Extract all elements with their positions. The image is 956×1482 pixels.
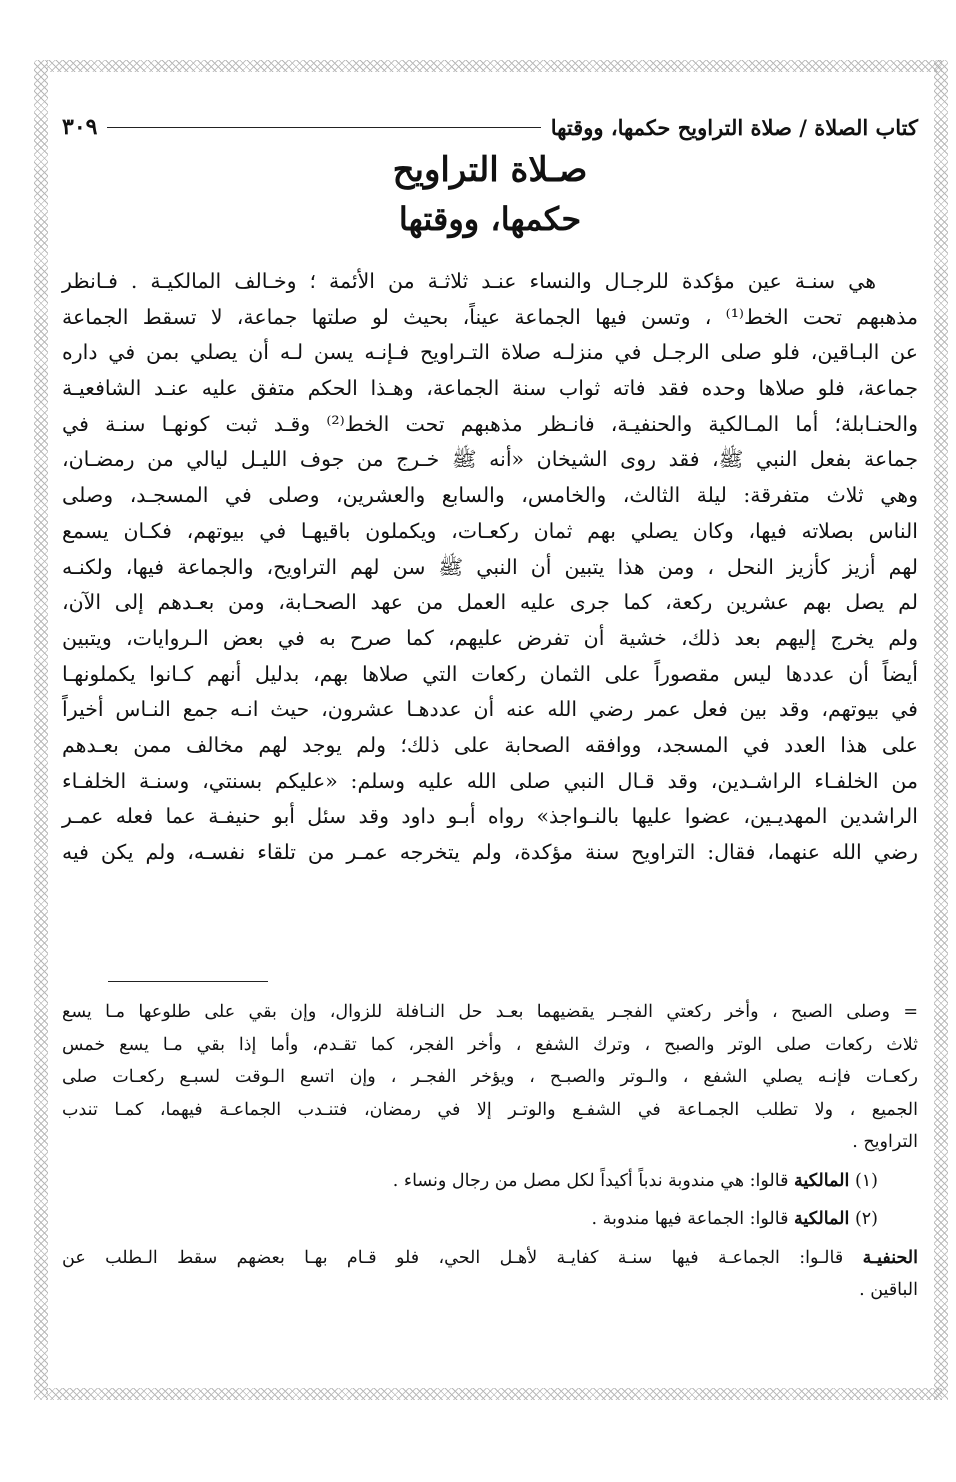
footnote-separator (108, 981, 268, 982)
footnote-2 (62, 1203, 918, 1236)
running-title: كتاب الصلاة / صلاة التراويح حكمها، ووقتها (550, 114, 918, 140)
footnote-2-hanafi (62, 1242, 918, 1275)
header-rule (107, 127, 540, 128)
footnote-line: ثلاث ركعات صلى الوتر والصبح ، وترك الشفع ، وأخر الفجر، كما تقـدم، وأما إذا بقي مـا يسع خمس (62, 1034, 919, 1055)
footnote-2-text: قالوا: الجماعة فيها مندوبة . (591, 1209, 789, 1229)
hanafi-label: الحنفيـة (862, 1247, 918, 1268)
text-line: هي سنـة عين مؤكدة للرجـال والنساء عنـد ثلاثـة من الأئمة ؛ وخـالف المالكيـة . فـانظر (62, 269, 876, 293)
main-text (62, 264, 918, 871)
text-line: لهم أزيز كأزيز النحل ، ومن هذا يتبين أن النبي ﷺ سن لهم التراويح، والجماعة فيها، ولكنـه (62, 554, 918, 579)
text-line: جماعة بفعل النبي ﷺ، فقد روى الشيخان «أنه ﷺ خـرج من جوف الليـل ليالي من رمضـان، (62, 447, 918, 472)
ornamental-border-bottom (46, 1388, 942, 1400)
footnote-line: = وصلى الصبح ، وأخر ركعتي الفجـر يقضيهما بعـد حل النـافلة للزوال، وإن بقي على طلوعها مـا يسع (62, 1002, 918, 1022)
text-line: لم يصل بهم عشرين ركعة، كما جرى عليه العمل من عهد الصحـابة، ومن بعـدهم إلى الآن، (62, 590, 918, 615)
ornamental-border-left (34, 60, 48, 1400)
ornamental-border-top (46, 60, 942, 72)
footnote-line: ركعـات فإنـه يصلي الشفع ، والـوتر والصبـح ، ويؤخر الفجـر ، وإن اتسع الـوقت لسبـع ركعـات صلى (62, 1067, 918, 1087)
footnote-1 (62, 1165, 918, 1198)
text-line: أيضاً أن عددها ليس مقصوراً على الثمان ركعات التي صلاها بهم، بدليل أنهم كـانوا يكملونهـا (62, 661, 918, 686)
footnotes (62, 996, 918, 1307)
footnote-line: الجميع ، ولا تطلب الجمـاعة في الشفـع والوتـر إلا في رمضان، فتنـدب الجماعـة فيهما، كمـا تندب (62, 1099, 918, 1120)
ornamental-border-right (934, 60, 948, 1400)
text-line: الراشدين المهديـين، عضوا عليها بالنـواجذ» رواه أبـو داود وقد سئل أبو حنيفـة عما فعله عمـر (62, 804, 918, 829)
running-header (62, 110, 918, 144)
footnote-1-label: المالكية (794, 1170, 850, 1191)
chapter-title: صـلاة التراويح (392, 150, 588, 190)
chapter-subtitle: حكمها، ووقتها (398, 200, 582, 238)
footnote-1-marker: (١) (854, 1170, 878, 1191)
text-line: ولم يخرج إليهم بعد ذلك، خشية أن تفرض عليهم، كما صرح به في بعض الـروايات، ويتبين (62, 625, 918, 650)
footnote-line: التراويح . (852, 1132, 918, 1152)
text-line: وهي ثلاث متفرقة: ليلة الثالث، والخامس، والسابع والعشرين، وصلى في المسجـد، وصلى (62, 483, 918, 508)
footnote-2-label: المالكية (794, 1209, 850, 1229)
text-line: رضي الله عنهما، فقال: التراويح سنة مؤكدة، ولم يتخرجه عمـر من تلقاء نفسـه، ولم يكن فيه (62, 840, 918, 864)
text-line: من الخلفـاء الراشـدين، وقد قـال النبي صلى الله عليه وسلم: «عليكم بسنتي، وسنـة الخلفـاء (62, 768, 918, 793)
page-number: ٣٠٩ (62, 114, 98, 140)
text-line: والحنـابلة؛ أما المـالكية والحنفيـة، فانـظر مذهبهم تحت الخط⁽²⁾ وقـد ثبت كونهـا سنـة في (62, 411, 918, 436)
text-line: جماعة، فلو صلاها وحده فقد فاته ثواب سنة الجماعة، وهـذا الحكم متفق عليه عنـد الشافعيـة (62, 376, 918, 401)
text-line: عن البـاقين، فلو صلى الرجـل في منزلـه صلاة التـراويح فـإنـه يسن لـه أن يصلي بمن في داره (62, 340, 918, 365)
text-line: الناس بصلاته فيها، وكان يصلي بهم ثمان ركعـات، ويكملون باقيهـا في بيوتهم، فكـان يسمع (62, 518, 918, 543)
text-line: في بيوتهم، وقد بين فعل عمر رضي الله عنه أن عددهـا عشرون، حيث انـه جمع النـاس أخيراً (62, 697, 918, 722)
text-line: على هذا العدد في المسجد، ووافقه الصحابة على ذلك؛ ولم يوجد لهم مخالف ممن بعـدهم (62, 732, 918, 757)
hanafi-text: قالـوا: الجماعـة فيها سنـة كفايـة لأهـل الحي، فلو قـام بهـا بعضهم سقط الـطلب عن (62, 1247, 844, 1268)
text-line: مذهبهم تحت الخط⁽¹⁾ ، وتسن فيها الجماعة عيناً، بحيث لو صلتها جماعة، لا تسقط الجماعة (62, 304, 918, 329)
footnote-2-marker: (٢) (854, 1209, 878, 1229)
footnote-line: الباقين . (859, 1280, 918, 1300)
footnote-1-text: قالوا: هي مندوبة ندباً أكيداً لكل مصل من رجال ونساء . (392, 1170, 789, 1191)
